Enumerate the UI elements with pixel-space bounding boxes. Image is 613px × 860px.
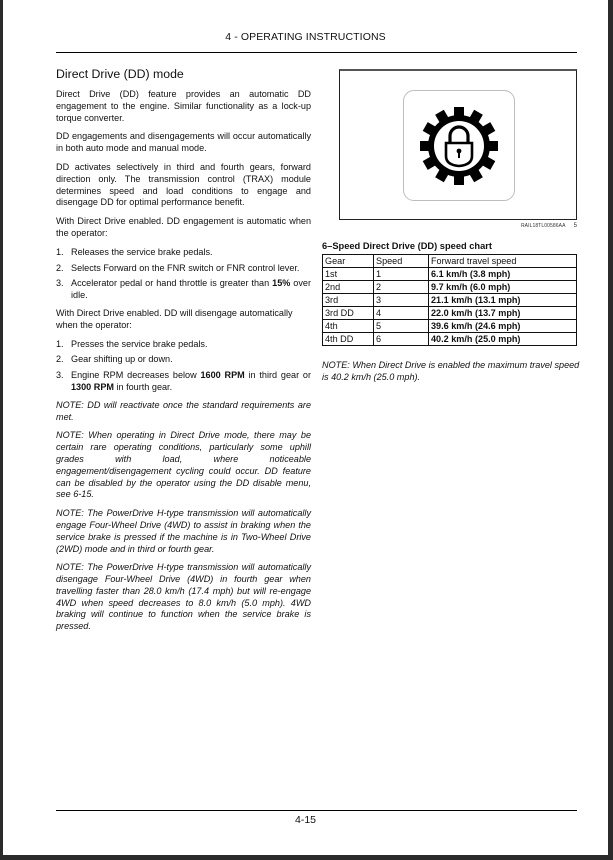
gear-cell: 3rd DD [323,307,374,320]
gear-padlock-icon [419,105,499,187]
table-row [323,333,577,346]
list-item: 2. Selects Forward on the FNR switch or FNR control lever. [56,262,300,273]
paragraph-auto-modes: DD engagements and disengagements will occur automatically in both auto mode and manual mode. [56,131,311,154]
speed-chart-table [322,254,577,346]
note-4wd-engage: NOTE: The PowerDrive H-type transmission will automatically engage Four-Wheel Drive (4WD) to assist in braking when the service brake is pressed if the machine is in Two-Wheel Drive (2WD) mode and in third or fourth gear. [56,508,311,554]
manual-page [3,0,608,855]
forward-speed-cell: 9.7 km/h (6.0 mph) [429,281,577,294]
disengage-conditions-list [56,339,311,394]
speed-cell: 5 [374,320,429,333]
note-cycling: NOTE: When operating in Direct Drive mode, there may be certain rare operating conditions, particularly some uphill grades with load, where noticeable engagement/disengagement cycling could occur. DD feature can be disabled by the operator using the DD disable menu, see 6-15. [56,430,311,500]
table-row [323,281,577,294]
table-row [323,294,577,307]
list-item: 3. Accelerator pedal or hand throttle is greater than 15% over idle. [56,278,311,301]
speed-cell: 6 [374,333,429,346]
left-column [56,66,311,640]
paragraph-activation: DD activates selectively in third and fourth gears, forward direction only. The transmission control (TRAX) module determines speed and load conditions to engage and disengage DD for optimal performance benefit. [56,161,311,208]
column-header-forward-speed: Forward travel speed [429,255,577,268]
footer-rule [56,810,577,811]
table-row [323,268,577,281]
note-max-speed: NOTE: When Direct Drive is enabled the maximum travel speed is 40.2 km/h (25.0 mph). [322,360,580,382]
list-item: 2. Gear shifting up or down. [56,354,173,365]
header-rule [56,52,577,53]
icon-tile [403,90,515,201]
figure-code: RAIL18TL00586AA [520,223,566,229]
forward-speed-cell: 21.1 km/h (13.1 mph) [429,294,577,307]
gear-cell: 4th [323,320,374,333]
speed-cell: 1 [374,268,429,281]
paragraph-engage-intro: With Direct Drive enabled. DD engagement is automatic when the operator: [56,216,311,238]
table-header-row [323,255,577,268]
column-header-speed: Speed [374,255,429,268]
page-number: 4-15 [294,814,316,826]
speed-chart-title: 6–Speed Direct Drive (DD) speed chart [322,241,492,251]
section-title: Direct Drive (DD) mode [56,67,184,81]
gear-cell: 4th DD [323,333,374,346]
forward-speed-cell: 40.2 km/h (25.0 mph) [429,333,577,346]
figure-frame [339,69,577,220]
list-item: 3. Engine RPM decreases below 1600 RPM in third gear or 1300 RPM in fourth gear. [56,370,311,392]
gear-cell: 1st [323,268,374,281]
note-reactivate: NOTE: DD will reactivate once the standard requirements are met. [56,399,311,422]
speed-cell: 2 [374,281,429,294]
table-row [323,320,577,333]
forward-speed-cell: 22.0 km/h (13.7 mph) [429,307,577,320]
engage-conditions-list [56,247,311,302]
gear-cell: 3rd [323,294,374,307]
figure-caption [339,223,577,229]
note-4wd-disengage: NOTE: The PowerDrive H-type transmission will automatically disengage Four-Wheel Drive (4WD) in fourth gear when travelling faster than 28.0 km/h (17.4 mph) but will re-engage 4WD when speed decreases to 8.0 km/h (5.0 mph). 4WD braking will continue to function when the service brake is pressed. [56,562,311,632]
speed-cell: 3 [374,294,429,307]
forward-speed-cell: 6.1 km/h (3.8 mph) [429,268,577,281]
figure-number: 5 [573,223,577,229]
forward-speed-cell: 39.6 km/h (24.6 mph) [429,320,577,333]
column-header-gear: Gear [323,255,374,268]
gear-cell: 2nd [323,281,374,294]
table-row [323,307,577,320]
speed-cell: 4 [374,307,429,320]
paragraph-intro: Direct Drive (DD) feature provides an automatic DD engagement to the engine. Similar functionality as a lock-up torque converter. [56,89,311,123]
list-item: 1. Releases the service brake pedals. [56,246,213,257]
running-head: 4 - OPERATING INSTRUCTIONS [225,31,386,43]
list-item: 1. Presses the service brake pedals. [56,338,208,349]
paragraph-disengage-intro: With Direct Drive enabled. DD will disengage automatically when the operator: [56,307,293,330]
